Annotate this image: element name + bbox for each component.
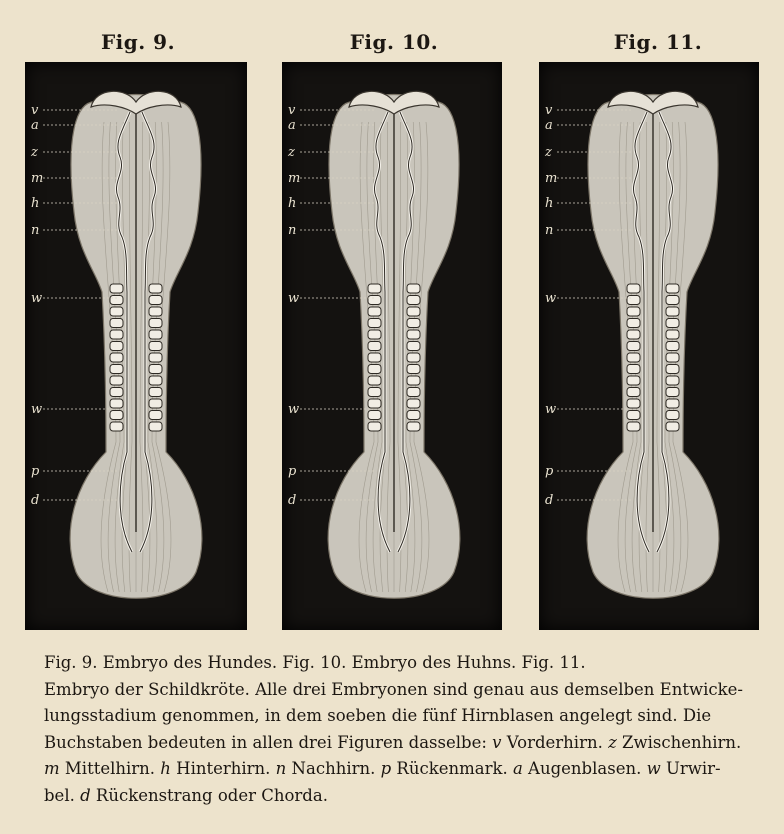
label-a: a [288,118,296,133]
label-z: z [288,145,295,160]
label-w: w [545,291,557,306]
somite-right [666,411,679,420]
somite-left [627,411,640,420]
label-v: v [288,103,296,118]
label-m: m [31,171,44,186]
embryo-chicken-illustration [282,62,502,630]
label-a: a [545,118,553,133]
somite-left [368,399,381,408]
somite-right [666,319,679,328]
somite-left [368,342,381,351]
figure-9-title: Fig. 9. [100,30,176,54]
somite-left [110,422,123,431]
label-m: m [545,171,558,186]
label-z: z [545,145,552,160]
somite-right [149,319,162,328]
somite-left [627,388,640,397]
figure-11-panel [539,62,759,630]
label-n: n [545,223,554,238]
somite-right [407,399,420,408]
label-v: v [31,103,39,118]
figure-9-panel [25,62,247,630]
somite-left [368,284,381,293]
somite-right [666,342,679,351]
somite-left [627,353,640,362]
somite-right [407,353,420,362]
somite-left [110,399,123,408]
somite-left [368,376,381,385]
embryo-turtle-illustration [539,62,759,630]
somite-left [368,319,381,328]
caption-line: Buchstaben bedeuten in allen drei Figuren dasselbe: v Vorderhirn. z Zwischenhirn. [44,732,742,752]
somite-right [666,376,679,385]
label-a: a [31,118,39,133]
figure-10-panel [282,62,502,630]
label-d: d [31,493,40,508]
somite-left [110,284,123,293]
label-w2: w [31,402,43,417]
label-w2: w [545,402,557,417]
somite-right [149,353,162,362]
somite-left [627,319,640,328]
somite-left [368,330,381,339]
label-w: w [31,291,43,306]
somite-left [627,422,640,431]
figure-caption [44,650,756,809]
label-n: n [288,223,297,238]
somite-left [627,284,640,293]
somite-left [110,411,123,420]
somite-left [368,353,381,362]
somite-right [149,411,162,420]
somite-left [368,365,381,374]
somite-right [149,284,162,293]
somite-left [110,342,123,351]
somite-right [666,399,679,408]
somite-right [666,422,679,431]
somite-right [666,307,679,316]
figure-10-title: Fig. 10. [349,30,439,54]
label-v: v [545,103,553,118]
somite-left [110,319,123,328]
label-d: d [288,493,297,508]
label-m: m [288,171,301,186]
somite-right [666,388,679,397]
somite-left [110,330,123,339]
label-p: p [288,464,297,479]
somite-right [407,388,420,397]
label-p: p [545,464,554,479]
somite-right [407,365,420,374]
caption-line: Embryo der Schildkröte. Alle drei Embryonen sind genau aus demselben Entwicke- [44,679,743,699]
somite-left [110,307,123,316]
somite-right [149,342,162,351]
somite-left [110,376,123,385]
label-n: n [31,223,40,238]
somite-right [149,365,162,374]
somite-right [149,307,162,316]
label-d: d [545,493,554,508]
somite-right [666,296,679,305]
somite-right [149,388,162,397]
somite-right [407,422,420,431]
somite-right [407,376,420,385]
somite-left [627,307,640,316]
somite-right [407,411,420,420]
somite-left [627,342,640,351]
somite-right [407,342,420,351]
caption-line: lungsstadium genommen, in dem soeben die fünf Hirnblasen angelegt sind. Die [44,706,712,725]
somite-right [407,284,420,293]
somite-right [407,296,420,305]
somite-left [368,296,381,305]
somite-left [368,307,381,316]
somite-right [666,353,679,362]
somite-left [110,388,123,397]
label-h: h [288,196,297,211]
somite-right [407,330,420,339]
figure-11-title: Fig. 11. [613,30,703,54]
somite-right [666,365,679,374]
somite-right [666,284,679,293]
somite-right [149,296,162,305]
somite-left [627,365,640,374]
label-h: h [545,196,554,211]
somite-left [110,353,123,362]
caption-line: m Mittelhirn. h Hinterhirn. n Nachhirn. p Rückenmark. a Augenblasen. w Urwir- [44,759,721,778]
label-w2: w [288,402,300,417]
somite-right [149,422,162,431]
label-p: p [31,464,40,479]
somite-left [627,330,640,339]
somite-right [407,307,420,316]
somite-right [407,319,420,328]
somite-left [627,296,640,305]
somite-left [627,399,640,408]
somite-left [110,365,123,374]
somite-right [149,399,162,408]
caption-line: bel. d Rückenstrang oder Chorda. [44,785,328,805]
somite-left [368,422,381,431]
somite-left [627,376,640,385]
somite-left [110,296,123,305]
embryo-dog-illustration [25,62,247,630]
somite-right [666,330,679,339]
label-h: h [31,196,40,211]
caption-line: Fig. 9. Embryo des Hundes. Fig. 10. Embryo des Huhns. Fig. 11. [44,653,586,672]
label-w: w [288,291,300,306]
label-z: z [31,145,38,160]
somite-right [149,376,162,385]
somite-left [368,411,381,420]
somite-left [368,388,381,397]
somite-right [149,330,162,339]
